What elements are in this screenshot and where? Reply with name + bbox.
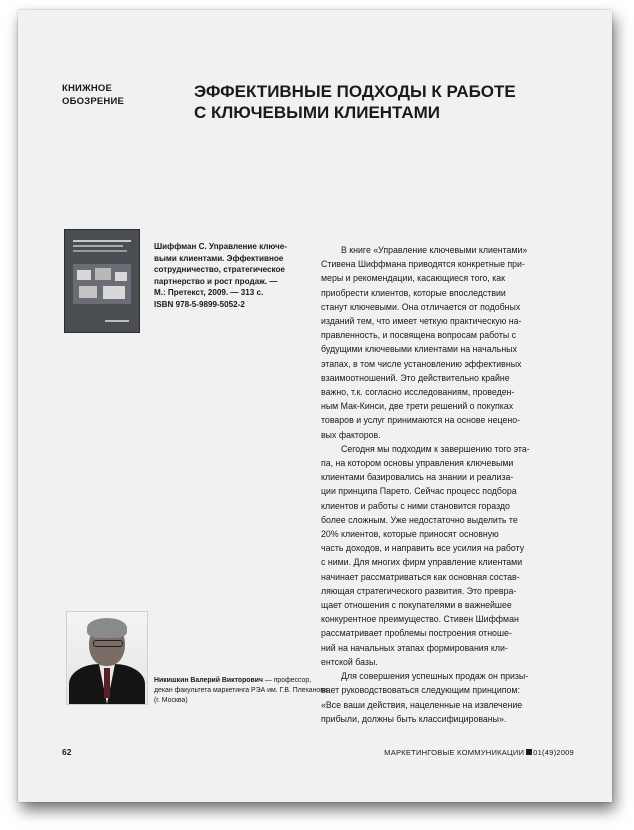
- body-line: станут ключевыми. Она отличается от подобных: [321, 301, 521, 312]
- body-line: вых факторов.: [321, 429, 381, 440]
- body-line: ентской базы.: [321, 656, 378, 667]
- book-reference-line: партнерство и рост продаж. —: [154, 276, 278, 286]
- body-line: приобрести клиентов, которые впоследствии: [321, 287, 506, 298]
- body-line: клиентов и работы с ними становится гораздо: [321, 500, 510, 511]
- body-line: Сегодня мы подходим к завершению того эта-: [341, 443, 530, 454]
- page-number: 62: [62, 747, 72, 757]
- article-body: [321, 243, 583, 726]
- article-title: [194, 81, 574, 123]
- body-line: «Все ваши действия, нацеленные на извлечение: [321, 699, 523, 710]
- body-line: меры и рекомендации, касающиеся того, как: [321, 273, 506, 284]
- body-line: В книге «Управление ключевыми клиентами»: [341, 245, 528, 255]
- section-label: [62, 82, 124, 108]
- body-line: па, на котором основы управления ключевыми: [321, 458, 514, 469]
- journal-issue: 01(49)2009: [533, 748, 574, 757]
- body-line: будущими ключевыми клиентами на начальных: [321, 344, 517, 355]
- author-location: (г. Москва): [154, 697, 188, 704]
- book-reference-line: сотрудничество, стратегическое: [154, 265, 285, 275]
- body-line: 20% клиентов, которые приносят основную: [321, 529, 499, 540]
- section-label-line1: КНИЖНОЕ: [62, 83, 113, 94]
- book-reference-line: выми клиентами. Эффективное: [154, 253, 284, 263]
- body-line: ции принципа Парето. Сейчас процесс подбора: [321, 486, 517, 497]
- square-bullet-icon: [526, 749, 532, 755]
- book-reference: [154, 241, 304, 311]
- journal-footer: [384, 748, 574, 757]
- body-line: рассматривает проблемы построения отноше-: [321, 628, 512, 639]
- body-line: важно, т.к. согласно исследованиям, проведен-: [321, 387, 515, 398]
- body-line: часть доходов, и направить все усилия на работу: [321, 543, 525, 554]
- body-line: изданий тем, что имеет четкую практическую на-: [321, 316, 522, 327]
- author-role: — профессор,: [262, 677, 312, 684]
- body-line: Для совершения успешных продаж он призы-: [341, 671, 529, 682]
- body-line: клиентами базировались на знании и реализа-: [321, 472, 514, 483]
- body-line: ляющая стратегического развития. Это превра-: [321, 585, 517, 596]
- body-line: ным Мак-Кинси, две трети решений о покупках: [321, 401, 514, 412]
- body-line: прибыли, должны быть классифицированы».: [321, 713, 507, 724]
- body-line: Стивена Шиффмана приводятся конкретные при-: [321, 259, 525, 270]
- body-line: правленность, и посвящена вопросам работы с: [321, 330, 517, 341]
- body-line: этапах, в том числе установлению эффективных: [321, 358, 522, 369]
- author-name: Никишкин Валерий Викторович: [154, 677, 263, 684]
- body-line: вает руководствоваться следующим принципом:: [321, 685, 520, 696]
- body-line: начинает рассматриваться как основная состав-: [321, 571, 520, 582]
- book-reference-line: ISBN 978-5-9899-5052-2: [154, 299, 245, 309]
- author-caption: [154, 676, 328, 706]
- book-reference-line: М.: Претекст, 2009. — 313 с.: [154, 288, 264, 298]
- body-line: товаров и услуг принимаются на основе нецено-: [321, 415, 521, 426]
- body-line: более сложным. Уже недостаточно выделить те: [321, 514, 518, 525]
- body-line: с ними. Для многих фирм управление клиентами: [321, 557, 523, 568]
- body-line: конкурентное преимущество. Стивен Шиффман: [321, 614, 519, 625]
- book-cover-image: [64, 229, 140, 333]
- body-line: щает отношения с покупателями в важнейшее: [321, 600, 512, 611]
- journal-name: МАРКЕТИНГОВЫЕ КОММУНИКАЦИИ: [384, 748, 525, 757]
- author-photo: [66, 611, 148, 705]
- article-title-line2: С КЛЮЧЕВЫМИ КЛИЕНТАМИ: [194, 103, 441, 122]
- book-reference-line: Шиффман С. Управление ключе-: [154, 242, 287, 251]
- section-label-line2: ОБОЗРЕНИЕ: [62, 96, 125, 107]
- body-line: ний на начальных этапах формирования кли-: [321, 642, 508, 653]
- article-title-line1: ЭФФЕКТИВНЫЕ ПОДХОДЫ К РАБОТЕ: [194, 82, 516, 101]
- body-line: взаимоотношений. Это действительно крайне: [321, 372, 510, 383]
- author-role-line: декан факультета маркетинга РЭА им. Г.В. Плеханова: [154, 687, 328, 694]
